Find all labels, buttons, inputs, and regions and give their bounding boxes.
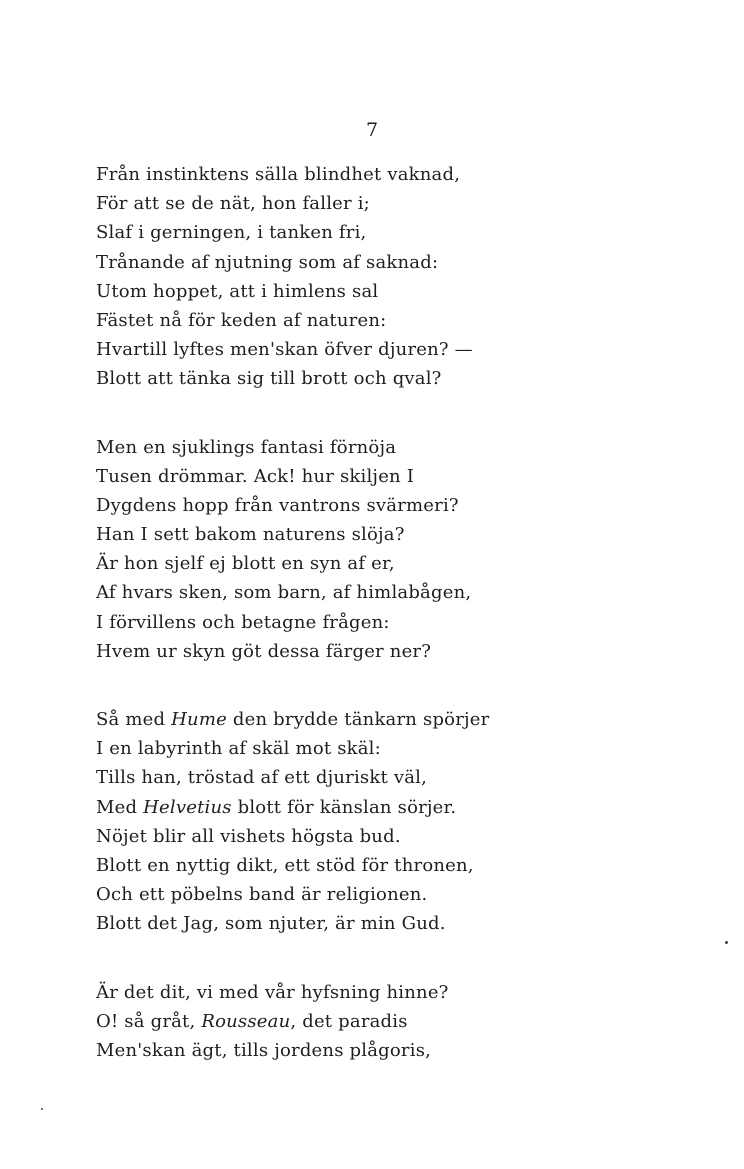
verse-line (96, 608, 696, 637)
verse-text: Hvartill lyftes men'skan öfver djuren? — (96, 339, 473, 361)
verse-line (96, 734, 696, 763)
verse-line (96, 462, 696, 491)
stanza (96, 705, 696, 939)
verse-text: Blott en nyttig dikt, ett stöd för thronen, (96, 854, 474, 876)
verse-text: Och ett pöbelns band är religionen. (96, 884, 428, 906)
verse-line (96, 909, 696, 938)
verse-line (96, 549, 696, 578)
verse-line (96, 189, 696, 218)
verse-text: Dygdens hopp från vantrons svärmeri? (96, 494, 459, 516)
verse-text: Af hvars sken, som barn, af himlabågen, (96, 582, 472, 604)
verse-text: Blott att tänka sig till brott och qval? (96, 368, 442, 390)
italic-name: Rousseau (201, 1010, 291, 1032)
verse-line (96, 277, 696, 306)
verse-text: I förvillens och betagne frågen: (96, 611, 390, 633)
verse-text: O! så gråt, (96, 1010, 202, 1032)
italic-name: Helvetius (143, 796, 232, 818)
verse-text: , det paradis (290, 1010, 408, 1032)
stanza (96, 433, 696, 667)
verse-line (96, 1036, 696, 1065)
verse-line (96, 793, 696, 822)
verse-line (96, 578, 696, 607)
verse-line (96, 520, 696, 549)
verse-line (96, 637, 696, 666)
stanza (96, 978, 696, 1066)
verse-line (96, 248, 696, 277)
poem-body (96, 160, 696, 1104)
verse-text: Hvem ur skyn göt dessa färger ner? (96, 640, 432, 662)
verse-text: Men en sjuklings fantasi förnöja (96, 436, 397, 458)
italic-name: Hume (171, 709, 227, 730)
verse-text: Tusen drömmar. Ack! hur skiljen I (96, 465, 415, 487)
print-speck (725, 941, 728, 944)
verse-text: Från instinktens sälla blindhet vaknad, (96, 164, 461, 185)
verse-text: Utom hoppet, att i himlens sal (96, 280, 379, 302)
verse-line (96, 364, 696, 393)
verse-text: Tills han, tröstad af ett djuriskt väl, (96, 767, 428, 789)
verse-text: den brydde tänkarn spörjer (226, 709, 490, 730)
verse-text: Är hon sjelf ej blott en syn af er, (96, 553, 395, 575)
verse-text: Fästet nå för keden af naturen: (96, 309, 387, 331)
verse-line (96, 433, 696, 462)
verse-text: För att se de nät, hon faller i; (96, 193, 370, 215)
verse-text: Trånande af njutning som af saknad: (96, 251, 439, 273)
verse-line (96, 880, 696, 909)
verse-text: Men'skan ägt, tills jordens plågoris, (96, 1039, 432, 1061)
verse-text: Slaf i gerningen, i tanken fri, (96, 222, 367, 244)
stanza (96, 160, 696, 394)
verse-line (96, 822, 696, 851)
verse-line (96, 491, 696, 520)
verse-line (96, 306, 696, 335)
verse-text: Så med (96, 709, 172, 730)
verse-line (96, 705, 696, 734)
verse-line (96, 763, 696, 792)
print-speck (41, 1108, 43, 1110)
verse-line (96, 851, 696, 880)
verse-text: Han I sett bakom naturens slöja? (96, 524, 405, 546)
verse-text: Blott det Jag, som njuter, är min Gud. (96, 913, 446, 935)
verse-text: Med (96, 796, 144, 818)
verse-line (96, 1007, 696, 1036)
verse-line (96, 160, 696, 189)
verse-text: Är det dit, vi med vår hyfsning hinne? (96, 981, 449, 1003)
verse-line (96, 218, 696, 247)
verse-text: blott för känslan sörjer. (231, 796, 457, 818)
verse-line (96, 978, 696, 1007)
verse-text: Nöjet blir all vishets högsta bud. (96, 825, 401, 847)
verse-text: I en labyrinth af skäl mot skäl: (96, 738, 381, 760)
verse-line (96, 335, 696, 364)
page-number: 7 (365, 119, 379, 141)
